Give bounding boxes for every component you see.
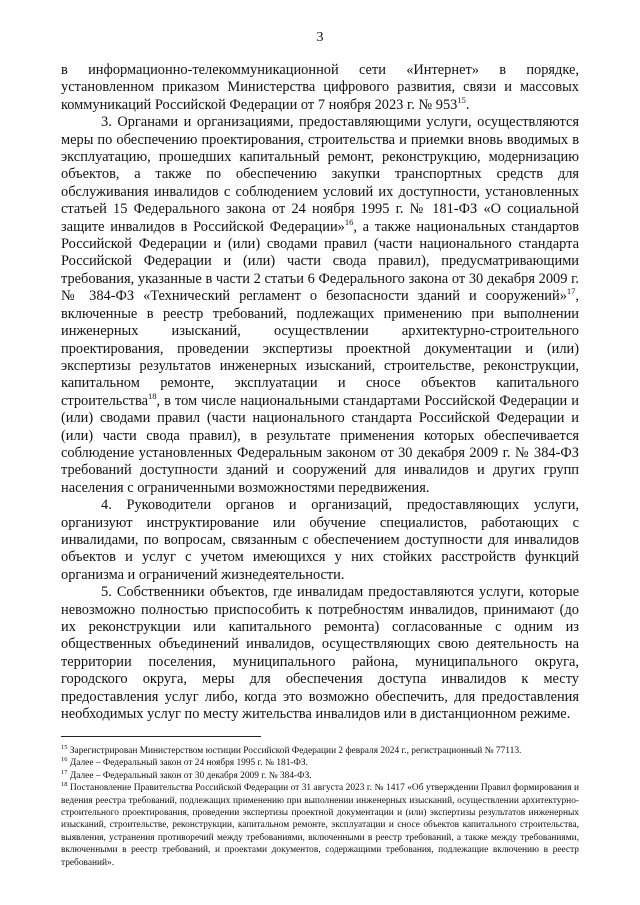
footnote-15: $^{15}$ Зарегистрирован Министерством юстиции Российской Федерации 2 февраля 2024 г., регистрационный № 77113. xyxy=(61,743,522,756)
footnote-16: $^{16}$ Далее – Федеральный закон от 24 ноября 1995 г. № 181-ФЗ. xyxy=(61,756,308,769)
footnotes xyxy=(61,745,579,869)
footnote-separator xyxy=(61,736,261,737)
footnote-ref-15[interactable]: 15 xyxy=(457,95,466,106)
footnote-ref-18[interactable]: 18 xyxy=(148,390,157,401)
footnote-18: $^{18}$ Постановление Правительства Российской Федерации от 31 августа 2023 г. № 1417 «Об утверждении Правил формирования и ведения реестра требований, подлежащих применению при выполнении инженерных изысканий, осуществлении архитектурно-строительного проектирования, проведении экспертизы проектной документации и (или) экспертизы результатов инженерных изысканий, строительстве, реконструкции, капитальном ремонте, эксплуатации и сносе объектов капитального строительства, выявления, устранения противоречий между требованиями, включенными в реестр требований, а также между требованиями, включенными в реестр требований, и проектами документов, содержащими требования, подлежащие включению в реестр требований». xyxy=(61,781,579,868)
paragraph-4: 4. Руководители органов и организаций, предоставляющих услуги, организуют инструктирование или обучение специалистов, работающих с инвалидами, по вопросам, связанным с обеспечением доступности для инвалидов объектов и услуг с учетом имеющихся у них стойких расстройств функций организма и ограничений жизнедеятельности. xyxy=(61,497,579,583)
paragraph-5: 5. Собственники объектов, где инвалидам предоставляются услуги, которые невозможно полностью приспособить к потребностям инвалидов, принимают (до их реконструкции или капитального ремонта) согласованные с одним из общественных объединений инвалидов, осуществляющих свою деятельность на территории поселения, муниципального района, муниципального округа, городского округа, меры для обеспечения доступа инвалидов к месту предоставления услуг либо, когда это возможно обеспечить, для предоставления необходимых услуг по месту жительства инвалидов или в дистанционном режиме. xyxy=(61,584,579,723)
document-body xyxy=(61,62,579,723)
footnote-17: $^{17}$ Далее – Федеральный закон от 30 декабря 2009 г. № 384-ФЗ. xyxy=(61,768,312,781)
footnote-ref-17[interactable]: 17 xyxy=(566,286,576,297)
paragraph-continuation: в информационно-телекоммуникационной сети «Интернет» в порядке, установленном приказом Министерства цифрового развития, связи и массовых коммуникаций Российской Федерации от 7 ноября 2023 г. № $953^{15}$. xyxy=(61,62,579,113)
page-number: 3 xyxy=(316,30,324,45)
paragraph-3: 3. Органами и организациями, предоставляющими услуги, осуществляются меры по обеспечению проектирования, строительства и приемки вновь вводимых в эксплуатацию, прошедших капитальный ремонт, реконструкцию, модернизацию объектов, а также по обеспечению закупки транспортных средств для обслуживания инвалидов с соблюдением условий их доступности, установленных статьей 15 Федерального закона от 24 ноября 1995 г. № 181-ФЗ «О социальной защите инвалидов в Российской Федерации»$^{16}$, а также национальных стандартов Российской Федерации и (или) сводами правил (части национального стандарта Российской Федерации и (или) части свода правил), предусматривающими требования, указанные в части 2 статьи 6 Федерального закона от 30 декабря 2009 г. № 384-ФЗ «Технический регламент о безопасности зданий и сооружений»$^{17}$, включенные в реестр требований, подлежащих применению при выполнении инженерных изысканий, осуществлении архитектурно-строительного проектирования, проведении экспертизы проектной документации и (или) экспертизы результатов инженерных изысканий, строительстве, реконструкции, капитальном ремонте, эксплуатации и сносе объектов капитального строительства$^{18}$, в том числе национальными стандартами Российской Федерации и (или) сводами правил (части национального стандарта Российской Федерации и (или) части свода правил), в результате применения которых обеспечивается соблюдение установленных Федеральным законом от 30 декабря 2009 г. № 384-ФЗ требований доступности зданий и сооружений для инвалидов и других групп населения с ограниченными возможностями передвижения. xyxy=(61,114,579,496)
footnote-ref-16[interactable]: 16 xyxy=(344,216,354,227)
